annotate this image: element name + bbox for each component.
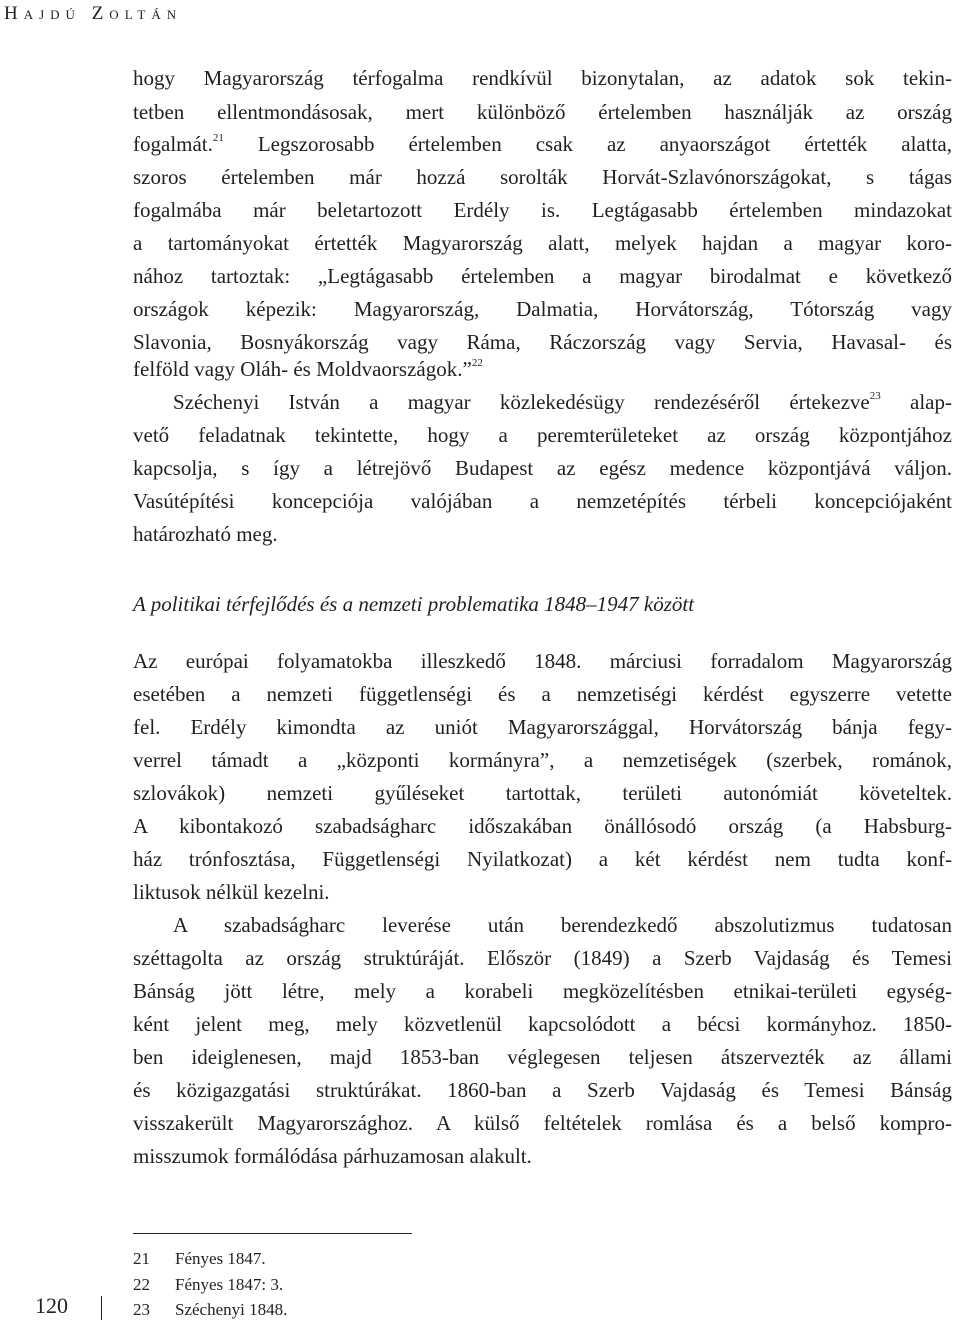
footnote-text: Széchenyi 1848. (175, 1300, 288, 1319)
running-head: Hajdú Zoltán (4, 3, 183, 24)
body-line: A szabadságharc leverése után berendezkedő abszolutizmus tudatosan (173, 913, 952, 937)
body-line: fel. Erdély kimondta az uniót Magyarországgal, Horvátország bánja fegy- (133, 715, 952, 739)
body-text: Legszorosabb értelemben csak az anyaországot értették alatta, (257, 132, 952, 156)
body-line: visszakerült Magyarországhoz. A külső feltételek romlása és a belső kompro- (133, 1111, 952, 1135)
body-line: országok képezik: Magyarország, Dalmatia, Horvátország, Tótország vagy (133, 297, 952, 321)
body-line: fogalmába már beletartozott Erdély is. Legtágasabb értelemben mindazokat (133, 198, 952, 222)
body-line: ként jelent meg, mely közvetlenül kapcsolódott a bécsi kormányhoz. 1850- (133, 1012, 952, 1036)
body-text: fogalmát. (133, 132, 213, 156)
page-number-divider (101, 1296, 102, 1320)
footnote-number: 21 (133, 1249, 150, 1268)
body-line: szoros értelemben már hozzá sorolták Horvát-Szlavónországokat, s tágas (133, 165, 952, 189)
footnote-ref[interactable]: 23 (869, 390, 881, 402)
body-line: verrel támadt a „központi kormányra”, a nemzetiségek (szerbek, románok, (133, 748, 952, 772)
body-line: Slavonia, Bosnyákország vagy Ráma, Ráczország vagy Servia, Havasal- és (133, 330, 952, 354)
footnote-number: 22 (133, 1275, 150, 1294)
body-line: esetében a nemzeti függetlenségi és a nemzetiségi kérdést egyszerre vetette (133, 682, 952, 706)
body-line: kapcsolja, s így a létrejövő Budapest az egész medence központjává váljon. (133, 456, 952, 480)
body-text: alap- (910, 390, 953, 414)
body-line: a tartományokat értették Magyarország alatt, melyek hajdan a magyar koro- (133, 231, 952, 255)
footnote-divider (133, 1233, 412, 1234)
body-line: Bánság jött létre, mely a korabeli megközelítésben etnikai-területi egység- (133, 979, 952, 1003)
body-line: széttagolta az ország struktúráját. Először (1849) a Szerb Vajdaság és Temesi (133, 946, 952, 970)
footnote-number: 23 (133, 1300, 150, 1319)
body-text: Széchenyi István a magyar közlekedésügy rendezéséről értekezve (173, 390, 870, 414)
body-line: Az európai folyamatokba illeszkedő 1848. márciusi forradalom Magyarország (133, 649, 952, 673)
body-line (133, 130, 952, 159)
body-line: misszumok formálódása párhuzamosan alakult. (133, 1144, 532, 1168)
footnote-text: Fényes 1847. (175, 1249, 266, 1268)
body-line: liktusok nélkül kezelni. (133, 880, 330, 904)
body-line: szlovákok) nemzeti gyűléseket tartottak, területi autonómiát követeltek. (133, 781, 952, 805)
footnote (133, 1273, 283, 1297)
body-text: felföld vagy Oláh- és Moldvaországok.” (133, 357, 472, 381)
footnote (133, 1247, 266, 1271)
body-line (173, 388, 952, 417)
body-line: határozható meg. (133, 522, 278, 546)
body-line: nához tartoztak: „Legtágasabb értelemben a magyar birodalmat e következő (133, 264, 952, 288)
section-heading: A politikai térfejlődés és a nemzeti problematika 1848–1947 között (133, 592, 695, 616)
body-line: Vasútépítési koncepciója valójában a nemzetépítés térbeli koncepciójaként (133, 489, 952, 513)
body-line: hogy Magyarország térfogalma rendkívül bizonytalan, az adatok sok tekin- (133, 66, 952, 90)
body-line: ház trónfosztása, Függetlenségi Nyilatkozat) a két kérdést nem tudta konf- (133, 847, 952, 871)
page-number: 120 (35, 1293, 68, 1318)
footnote-text: Fényes 1847: 3. (175, 1275, 284, 1294)
body-line: és közigazgatási struktúrákat. 1860-ban a Szerb Vajdaság és Temesi Bánság (133, 1078, 952, 1102)
footnote-ref[interactable]: 22 (471, 357, 483, 369)
body-line: tetben ellentmondásosak, mert különböző értelemben használják az ország (133, 100, 952, 124)
footnote (133, 1298, 287, 1322)
body-line: ben ideiglenesen, majd 1853-ban véglegesen teljesen átszervezték az állami (133, 1045, 952, 1069)
footnote-ref[interactable]: 21 (212, 132, 224, 144)
body-line: A kibontakozó szabadságharc időszakában önállósodó ország (a Habsburg- (133, 814, 952, 838)
body-line: vető feladatnak tekintette, hogy a peremterületeket az ország központjához (133, 423, 952, 447)
body-line (133, 355, 952, 384)
